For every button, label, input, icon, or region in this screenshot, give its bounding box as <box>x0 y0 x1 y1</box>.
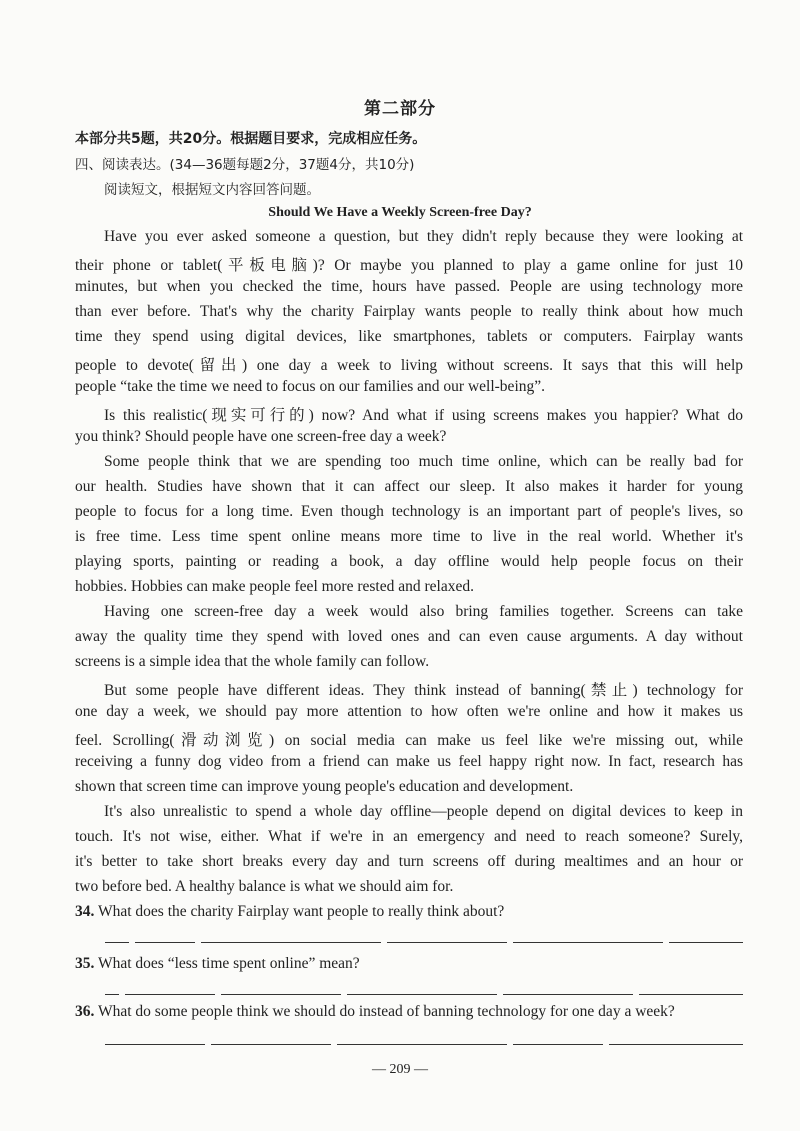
text-line: Having one screen-free day a week would also bring families together. Screens can take <box>104 603 743 620</box>
question-34 <box>75 903 504 921</box>
article-title: Should We Have a Weekly Screen-free Day? <box>268 205 532 220</box>
text-line: our health. Studies have shown that it can affect our sleep. It also makes it harder for young <box>75 478 743 495</box>
question-number: 36. <box>75 1003 95 1020</box>
text-line: feel. Scrolling(滑动浏览) on social media can make us feel like we're missing out, while <box>75 732 743 749</box>
text-line: touch. It's not wise, either. What if we're in an emergency and need to reach someone? Surely, <box>75 828 743 845</box>
text-line: you think? Should people have one screen-free day a week? <box>75 428 447 445</box>
text-line: receiving a funny dog video from a friend can make us feel happy right now. In fact, research has <box>75 753 743 770</box>
question-text: What do some people think we should do instead of banning technology for one day a week? <box>97 1003 675 1020</box>
question-text: What does the charity Fairplay want people to really think about? <box>97 903 505 920</box>
task-heading: 四、阅读表达。(34—36题每题2分，37题4分，共10分) <box>75 157 415 173</box>
page-number: — 209 — <box>372 1062 428 1077</box>
text-line: is free time. Less time spent online means more time to live in the real world. Whether it's <box>75 528 743 545</box>
task-instruction: 阅读短文，根据短文内容回答问题。 <box>104 182 320 198</box>
text-line: playing sports, painting or reading a book, a day offline would help people focus on their <box>75 553 743 570</box>
text-line: it's better to take short breaks every day and turn screens off during mealtimes and an hour or <box>75 853 743 870</box>
text-line: minutes, but when you checked the time, hours have passed. People are using technology more <box>75 278 743 295</box>
text-line: Some people think that we are spending too much time online, which can be really bad for <box>104 453 743 470</box>
question-text: What does “less time spent online” mean? <box>97 955 360 972</box>
text-line: time they spend using digital devices, like smartphones, tablets or computers. Fairplay wants <box>75 328 743 345</box>
text-line: hobbies. Hobbies can make people feel more rested and relaxed. <box>75 578 474 595</box>
text-line: Is this realistic(现实可行的) now? And what if using screens makes you happier? What do <box>104 407 743 424</box>
text-line: one day a week, we should pay more attention to how often we're online and how it makes us <box>75 703 743 720</box>
text-line: away the quality time they spend with loved ones and can even cause arguments. A day without <box>75 628 743 645</box>
text-line: screens is a simple idea that the whole family can follow. <box>75 653 430 670</box>
text-line: shown that screen time can improve young people's education and development. <box>75 778 574 795</box>
text-line: people to focus for a long time. Even though technology is an important part of people's lives, so <box>75 503 743 520</box>
text-line: their phone or tablet(平板电脑)? Or maybe you planned to play a game online for just 10 <box>75 257 743 274</box>
question-number: 34. <box>75 903 95 920</box>
section-heading: 第二部分 <box>364 99 436 119</box>
text-line: It's also unrealistic to spend a whole day offline—people depend on digital devices to keep in <box>104 803 743 820</box>
text-line: two before bed. A healthy balance is what we should aim for. <box>75 878 454 895</box>
question-number: 35. <box>75 955 95 972</box>
text-line: people to devote(留出) one day a week to living without screens. It says that this will help <box>75 357 743 374</box>
section-instruction: 本部分共5题，共20分。根据题目要求，完成相应任务。 <box>75 131 427 147</box>
question-36 <box>75 1003 675 1021</box>
question-35 <box>75 955 360 973</box>
text-line: people “take the time we need to focus on our families and our well-being”. <box>75 378 546 395</box>
text-line: than ever before. That's why the charity Fairplay wants people to really think about how much <box>75 303 743 320</box>
text-line: But some people have different ideas. They think instead of banning(禁止) technology for <box>104 682 743 699</box>
text-line: Have you ever asked someone a question, but they didn't reply because they were looking at <box>104 228 743 245</box>
